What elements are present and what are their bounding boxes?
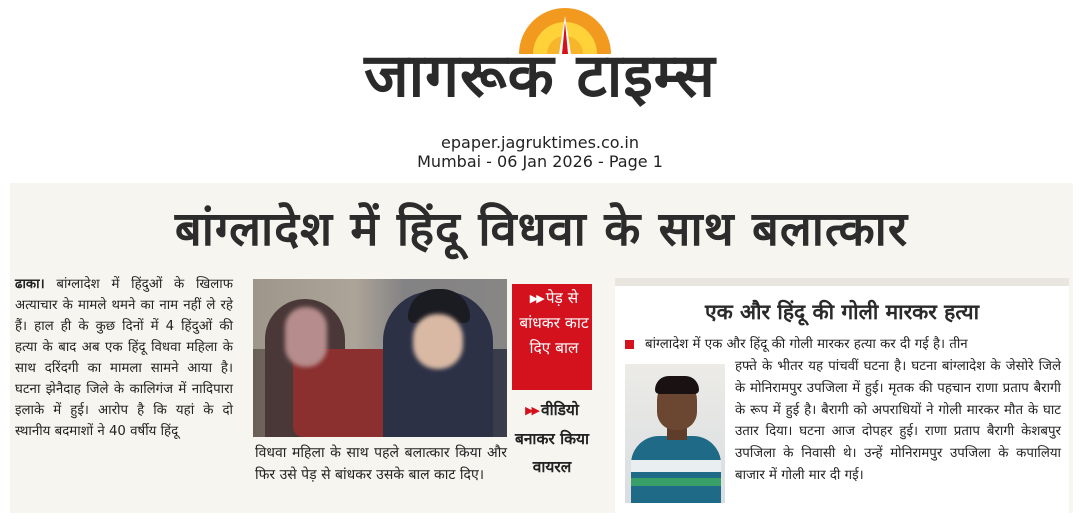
masthead [0,0,1083,180]
double-arrow-icon: ▶▶ [529,292,543,305]
photo-caption: विधवा महिला के साथ पहले बलात्कार किया और फिर उसे पेड़ से बांधकर उसके बाल काट दिए। [255,445,507,483]
victim-portrait-photo [625,364,725,503]
main-story-body [15,274,233,442]
side-story-body: हफ्ते के भीतर यह पांचवीं घटना है। घटना बांग्लादेश के जेसोरे जिले के मोनिरामपुर उपजिला में हुई। मृतक की पहचान राणा प्रताप बैरागी के रूप में हुई है। बैरागी को अपराधियों ने गोली मारकर मौत के घाट उतार दिया। घटना आज दोपहर हुई। राणा प्रताप बैरागी केशबपुर उपजिला के निवासी थे। उन्हें मोनिरामपुर उपजिला के कपालिया बाजार में गोली मार दी गई। [735,359,1061,483]
side-story-headline: एक और हिंदू की गोली मारकर हत्या [704,300,980,324]
epaper-url: epaper.jagruktimes.co.in [441,133,639,152]
newspaper-logo-text: जागरूक टाइम्स [364,41,716,111]
red-square-bullet-icon [625,340,634,349]
side-story-lead: बांग्लादेश में एक और हिंदू की गोली मारकर हत्या कर दी गई है। तीन [645,337,968,352]
main-story-text: बांग्लादेश में हिंदुओं के खिलाफ अत्याचार के मामले थमने का नाम नहीं ले रहे हैं। हाल ही के कुछ दिनों में 4 हिंदुओं की हत्या के बाद अब एक हिंदू विधवा महिला के साथ दरिंदगी का मामला सामने आया है। घटना झेनैदाह जिले के कालिगंज में नादिपारा इलाके में हुई। आरोप है कि यहां के दो स्थानीय बदमाशों ने 40 वर्षीय हिंदू [15,277,233,439]
highlight-viral-text: वीडियो बनाकर किया वायरल [514,401,590,476]
double-arrow-icon: ▶▶ [525,404,538,417]
highlight-red-text: पेड़ से बांधकर काट दिए बाल [519,289,589,357]
highlight-red-box [512,284,592,390]
highlight-viral [512,396,592,481]
edition-date-page: Mumbai - 06 Jan 2026 - Page 1 [417,152,663,171]
main-headline: बांग्लादेश में हिंदू विधवा के साथ बलात्कार [174,202,909,257]
news-photo [253,279,507,437]
dateline: ढाका। [15,277,45,292]
side-story-box [615,278,1069,514]
